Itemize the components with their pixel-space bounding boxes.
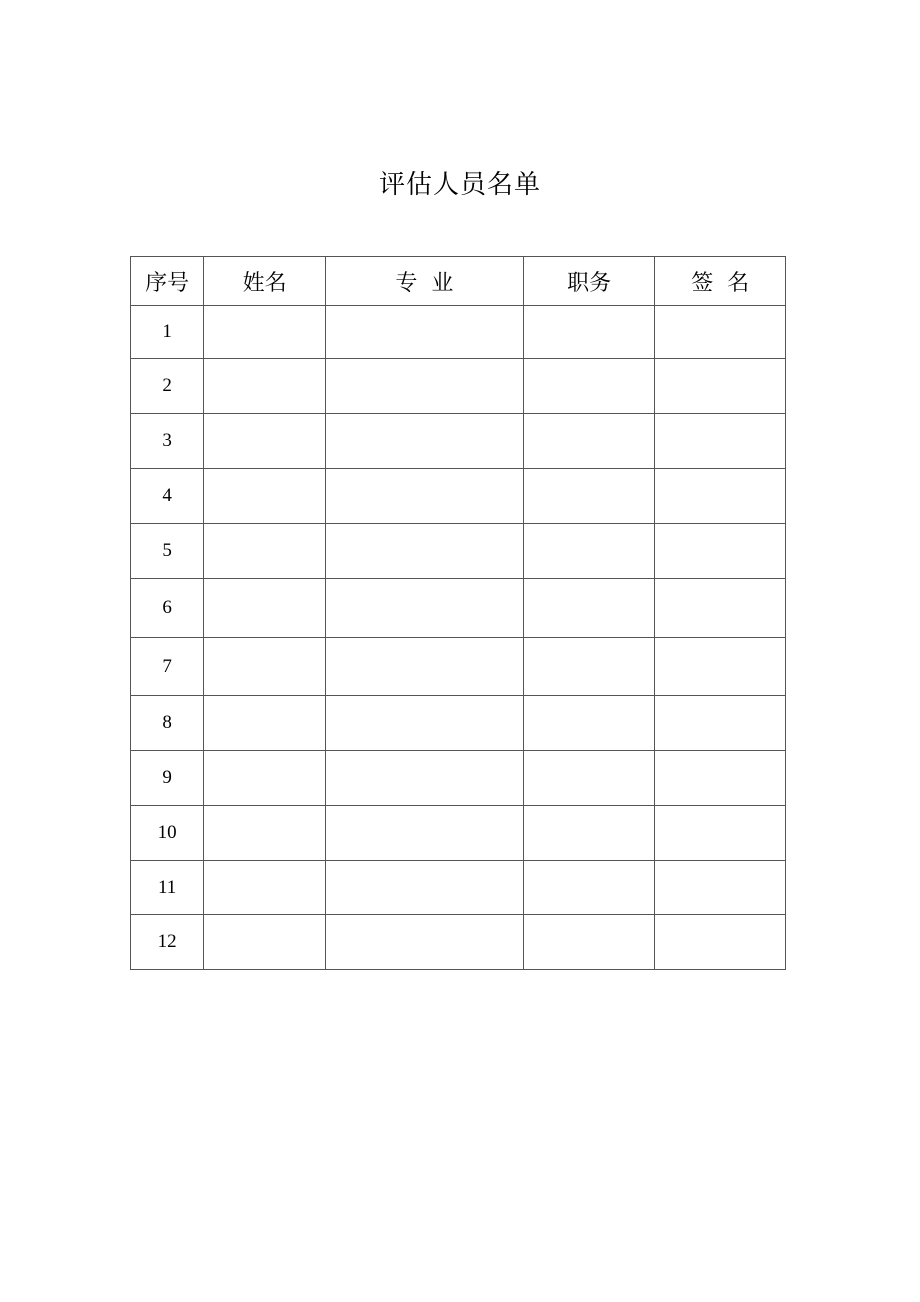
signature-cell[interactable] <box>655 861 786 915</box>
major-cell[interactable] <box>325 306 523 359</box>
name-cell[interactable] <box>204 579 326 638</box>
signature-cell[interactable] <box>655 806 786 861</box>
major-cell[interactable] <box>325 579 523 638</box>
post-cell[interactable] <box>523 524 655 579</box>
table-row <box>131 696 786 751</box>
post-cell[interactable] <box>523 638 655 696</box>
major-cell[interactable] <box>325 861 523 915</box>
post-cell[interactable] <box>523 579 655 638</box>
post-cell[interactable] <box>523 751 655 806</box>
seq-cell: 12 <box>131 915 204 970</box>
seq-cell: 4 <box>131 469 204 524</box>
header-signature: 签 名 <box>655 257 786 306</box>
table-row <box>131 414 786 469</box>
seq-cell: 2 <box>131 359 204 414</box>
signature-cell[interactable] <box>655 638 786 696</box>
signature-cell[interactable] <box>655 579 786 638</box>
name-cell[interactable] <box>204 751 326 806</box>
name-cell[interactable] <box>204 861 326 915</box>
signature-cell[interactable] <box>655 696 786 751</box>
signature-cell[interactable] <box>655 469 786 524</box>
seq-cell: 7 <box>131 638 204 696</box>
major-cell[interactable] <box>325 806 523 861</box>
major-cell[interactable] <box>325 414 523 469</box>
table-body <box>131 306 786 970</box>
post-cell[interactable] <box>523 359 655 414</box>
seq-cell: 1 <box>131 306 204 359</box>
post-cell[interactable] <box>523 806 655 861</box>
table-row <box>131 524 786 579</box>
major-cell[interactable] <box>325 696 523 751</box>
table-row <box>131 469 786 524</box>
name-cell[interactable] <box>204 915 326 970</box>
header-major: 专 业 <box>325 257 523 306</box>
major-cell[interactable] <box>325 915 523 970</box>
name-cell[interactable] <box>204 469 326 524</box>
seq-cell: 8 <box>131 696 204 751</box>
signature-cell[interactable] <box>655 751 786 806</box>
name-cell[interactable] <box>204 524 326 579</box>
signature-cell[interactable] <box>655 306 786 359</box>
signature-cell[interactable] <box>655 915 786 970</box>
seq-cell: 10 <box>131 806 204 861</box>
table-row <box>131 579 786 638</box>
post-cell[interactable] <box>523 306 655 359</box>
header-post: 职务 <box>523 257 655 306</box>
table-row <box>131 751 786 806</box>
major-cell[interactable] <box>325 638 523 696</box>
major-cell[interactable] <box>325 469 523 524</box>
name-cell[interactable] <box>204 638 326 696</box>
table-row <box>131 306 786 359</box>
header-name: 姓名 <box>204 257 326 306</box>
seq-cell: 6 <box>131 579 204 638</box>
table-row <box>131 359 786 414</box>
seq-cell: 11 <box>131 861 204 915</box>
name-cell[interactable] <box>204 414 326 469</box>
header-seq: 序号 <box>131 257 204 306</box>
table-row <box>131 638 786 696</box>
post-cell[interactable] <box>523 469 655 524</box>
page-title: 评估人员名单 <box>378 170 541 200</box>
table-row <box>131 806 786 861</box>
name-cell[interactable] <box>204 306 326 359</box>
post-cell[interactable] <box>523 915 655 970</box>
seq-cell: 5 <box>131 524 204 579</box>
signature-cell[interactable] <box>655 524 786 579</box>
personnel-table <box>130 256 786 970</box>
major-cell[interactable] <box>325 751 523 806</box>
post-cell[interactable] <box>523 696 655 751</box>
name-cell[interactable] <box>204 359 326 414</box>
name-cell[interactable] <box>204 696 326 751</box>
table-row <box>131 861 786 915</box>
signature-cell[interactable] <box>655 359 786 414</box>
seq-cell: 9 <box>131 751 204 806</box>
major-cell[interactable] <box>325 524 523 579</box>
major-cell[interactable] <box>325 359 523 414</box>
seq-cell: 3 <box>131 414 204 469</box>
table-row <box>131 915 786 970</box>
table-header-row <box>131 257 786 306</box>
signature-cell[interactable] <box>655 414 786 469</box>
post-cell[interactable] <box>523 414 655 469</box>
name-cell[interactable] <box>204 806 326 861</box>
post-cell[interactable] <box>523 861 655 915</box>
